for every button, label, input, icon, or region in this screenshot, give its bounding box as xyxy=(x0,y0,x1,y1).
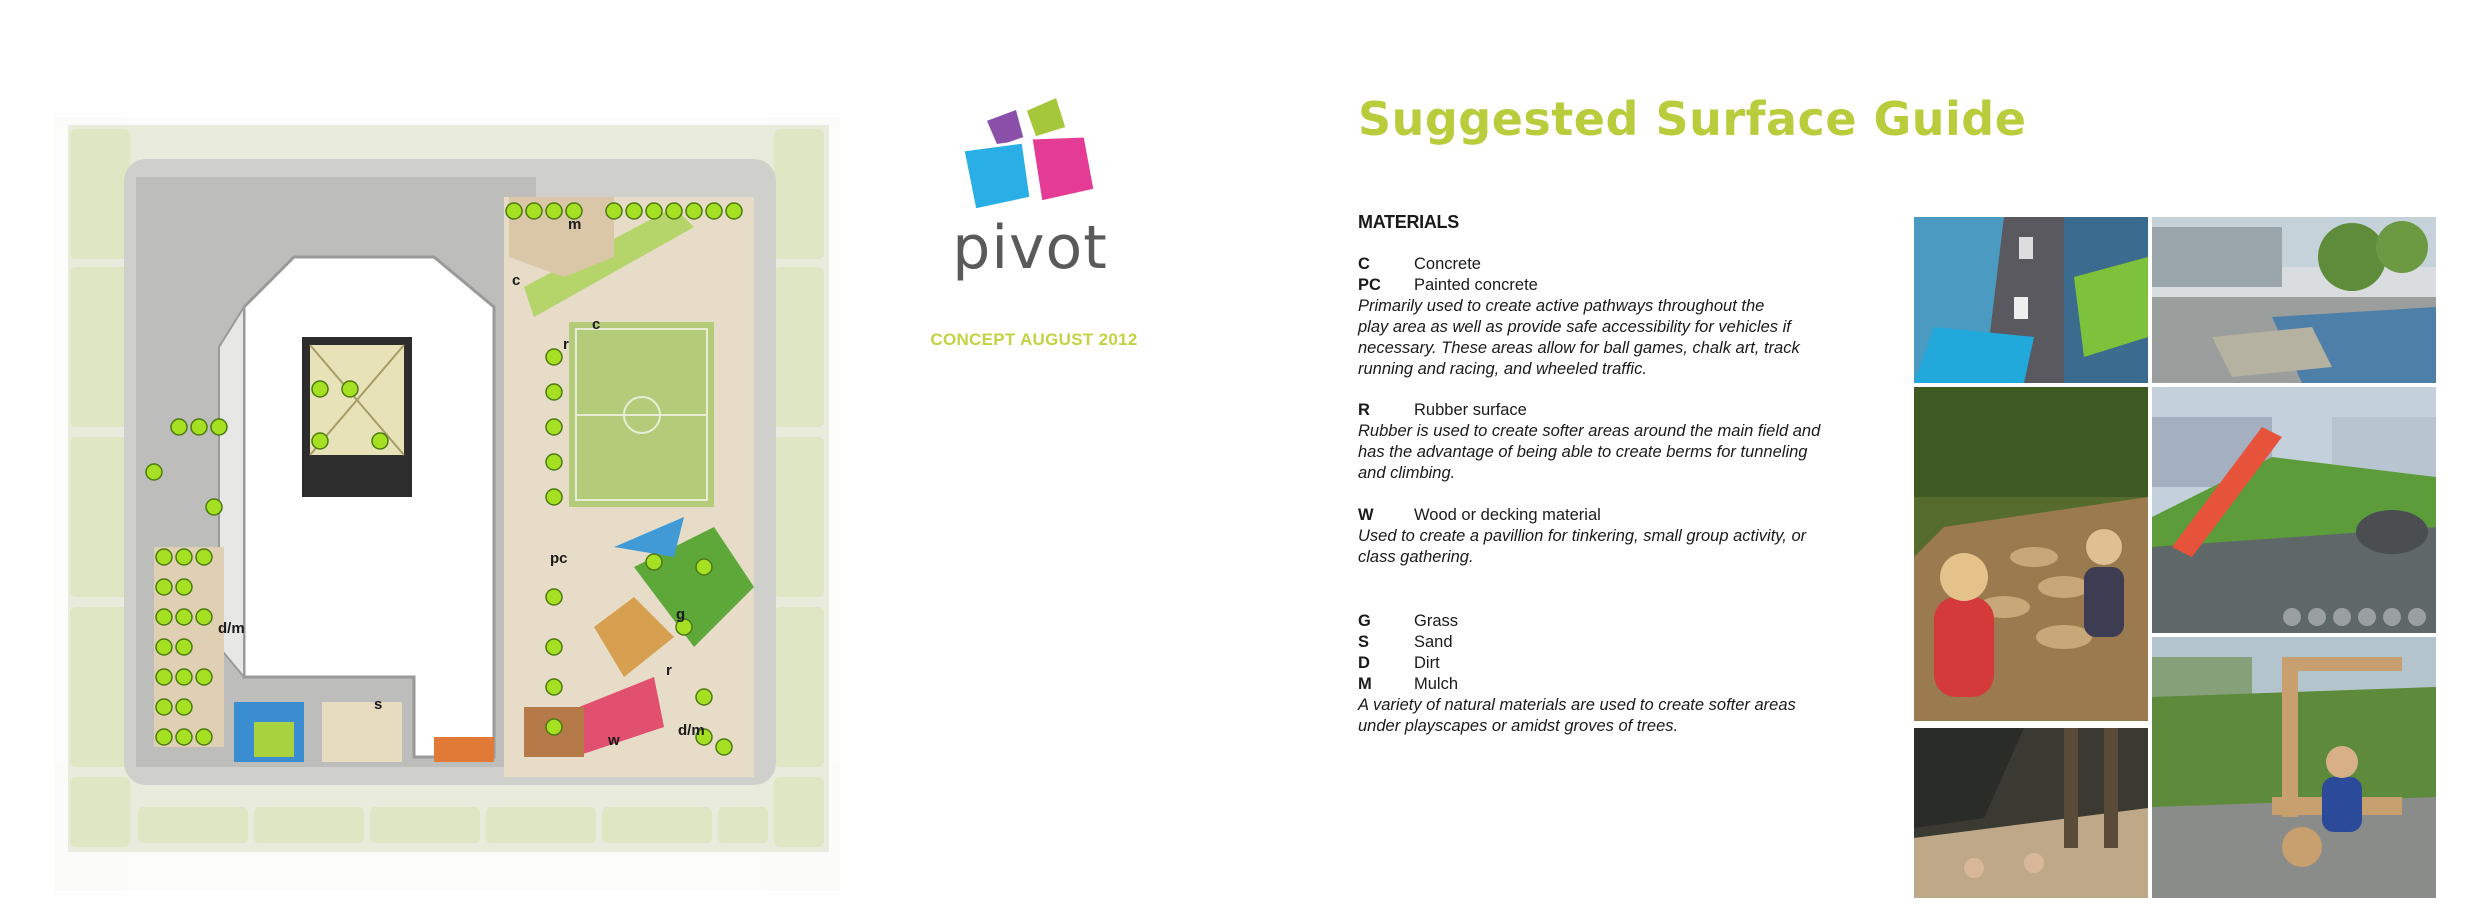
page-title: Suggested Surface Guide xyxy=(1358,92,2027,146)
material-group-natural xyxy=(1358,611,1858,737)
material-row: W Wood or decking material xyxy=(1358,506,1601,524)
photo-sand-play xyxy=(1914,728,2148,898)
plan-label-w: w xyxy=(608,732,620,749)
photo-rubber-slide xyxy=(2152,387,2436,633)
plan-label-s: s xyxy=(374,696,383,713)
plan-label-c-field: c xyxy=(592,316,601,333)
material-row: C Concrete xyxy=(1358,255,1481,273)
material-group-wood xyxy=(1358,505,1858,568)
plan-label-c: c xyxy=(512,272,521,289)
material-row: D Dirt xyxy=(1358,654,1440,672)
material-row: M Mulch xyxy=(1358,675,1459,693)
material-row: G Grass xyxy=(1358,612,1459,630)
material-row: S Sand xyxy=(1358,633,1453,651)
photo-painted-concrete xyxy=(1914,217,2148,383)
pivot-cubes-logo-icon xyxy=(945,90,1115,220)
material-group-rubber xyxy=(1358,400,1858,484)
material-description: Rubber is used to create softer areas around the main field and has the advantage of being able to create berms for tunneling and climbing. xyxy=(1358,422,1821,482)
material-description: A variety of natural materials are used to create softer areas under playscapes or amidst groves of trees. xyxy=(1358,696,1796,735)
plan-label-m: m xyxy=(568,216,582,233)
concept-date: CONCEPT AUGUST 2012 xyxy=(930,330,1138,349)
pivot-logo xyxy=(945,90,1115,285)
plan-label-g: g xyxy=(676,606,686,623)
materials-heading: MATERIALS xyxy=(1358,212,1459,232)
plan-label-pc: pc xyxy=(550,550,568,567)
plan-label-r-bottom: r xyxy=(666,662,672,679)
photo-stepping-stones xyxy=(1914,387,2148,721)
material-row: R Rubber surface xyxy=(1358,401,1527,419)
material-description: Used to create a pavillion for tinkering, small group activity, or class gathering. xyxy=(1358,527,1807,566)
material-group-concrete xyxy=(1358,254,1858,380)
photo-wood-deck xyxy=(2152,637,2436,898)
pivot-wordmark: pivot xyxy=(952,213,1108,283)
material-description: Primarily used to create active pathways throughout the play area as well as provide safe accessibility for vehicles if necessary. These areas allow for ball games, chalk art, track running and racing, and wheeled traffic. xyxy=(1358,297,1800,378)
photo-plaza xyxy=(2152,217,2436,383)
material-row: PC Painted concrete xyxy=(1358,276,1538,294)
plan-label-dm-right: d/m xyxy=(678,722,705,739)
plan-label-r: r xyxy=(563,336,569,353)
site-plan-map xyxy=(54,117,840,891)
plan-label-dm-left: d/m xyxy=(218,620,245,637)
